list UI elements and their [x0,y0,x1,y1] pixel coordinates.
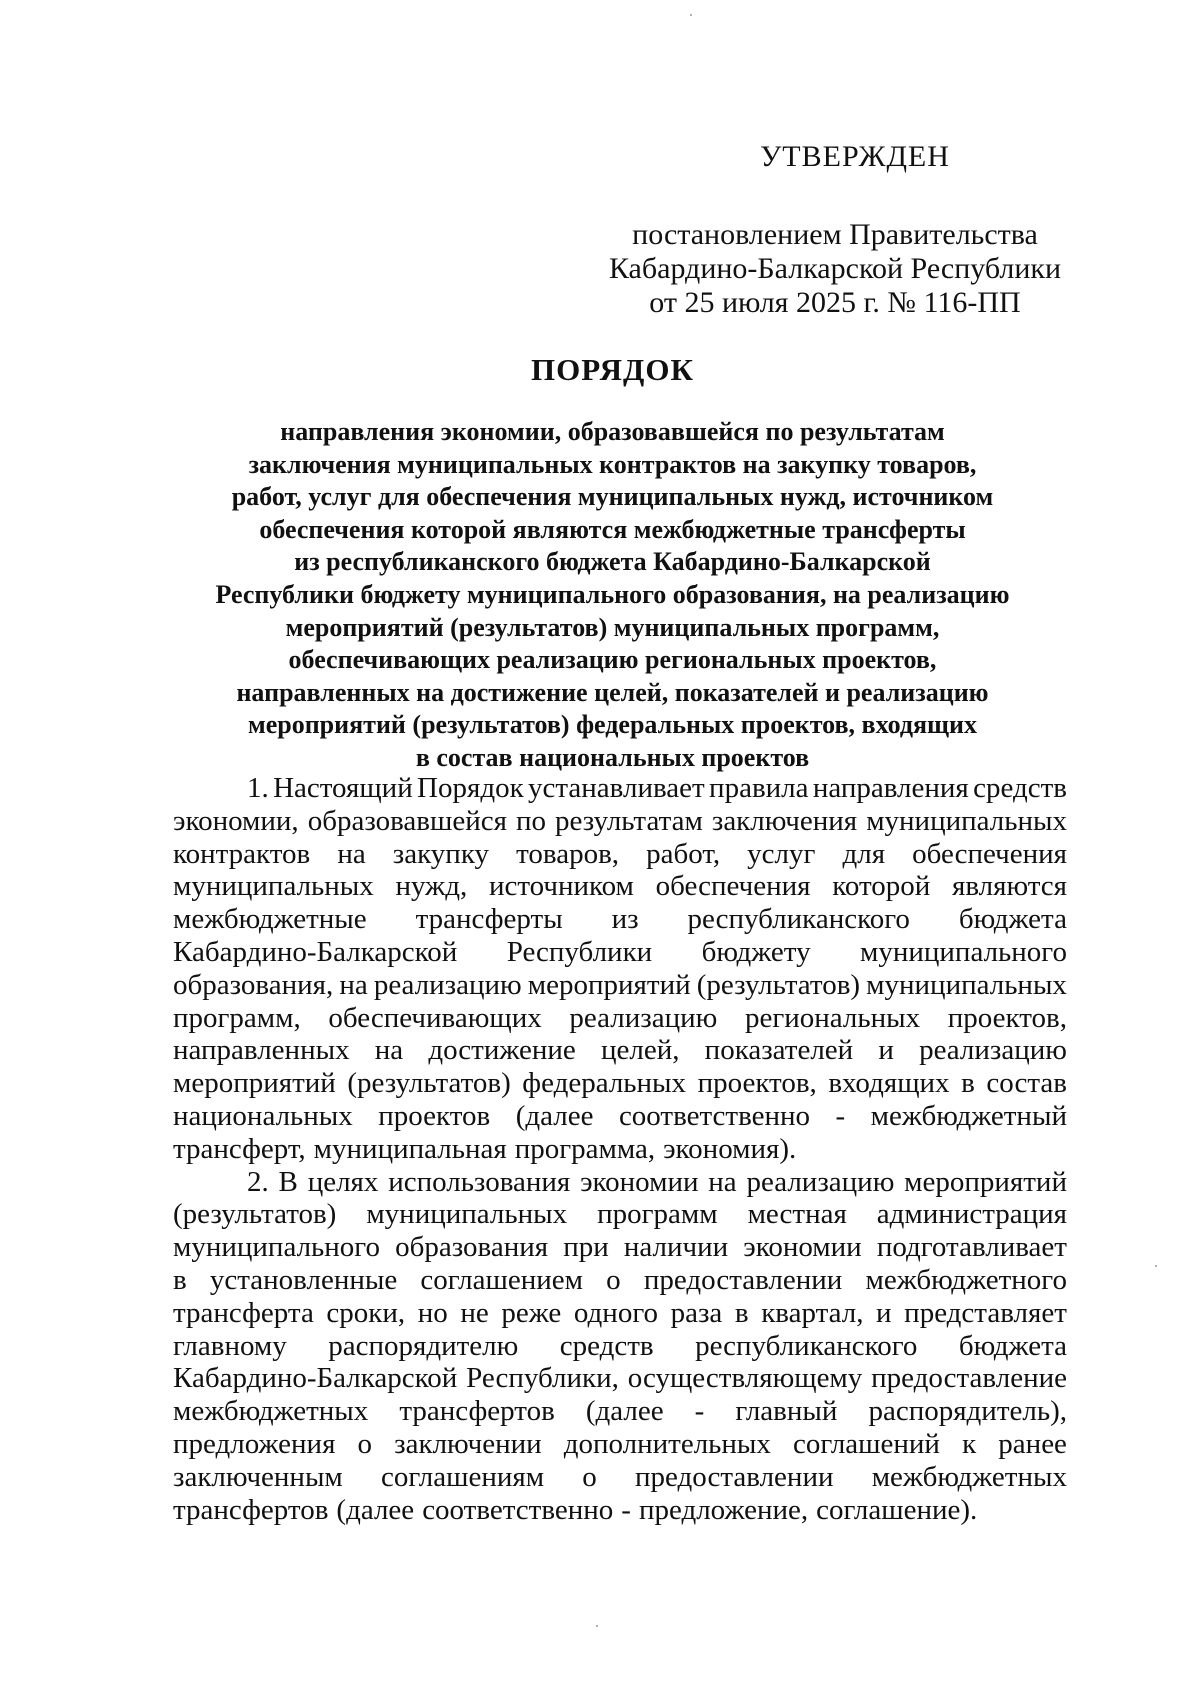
body-word: контрактов [173,837,311,870]
body-word: при [563,1231,609,1264]
body-word: бюджета [958,903,1067,936]
body-word: направления [812,772,969,804]
body-word: на [337,837,366,870]
body-line [173,1461,1067,1494]
body-word: Республики, [466,1362,619,1395]
subtitle-line: мероприятий (результатов) федеральных проектов, входящих [247,710,977,740]
body-word: услуг [747,837,816,870]
body-word: достижение [428,1034,576,1067]
body-word: (результатов) [347,1067,511,1100]
body-word: федеральных [522,1067,687,1100]
body-word: о [582,1460,597,1493]
body-word: реализацию [919,1034,1067,1067]
body-word: результатам [555,804,703,837]
body-word: показателей [704,1034,854,1067]
body-word: на [708,1165,737,1198]
body-line [173,805,1067,838]
document-title: ПОРЯДОК [531,352,694,387]
body-line [173,1330,1067,1363]
body-line [173,903,1067,936]
body-word: использования [388,1165,571,1198]
body-word: не [460,1296,489,1329]
body-word: целях [307,1165,379,1198]
body-word: заключении [394,1427,542,1460]
body-word: межбюджетных [871,1460,1067,1493]
body-line [173,870,1067,903]
body-word: реализацию [569,1001,718,1034]
body-word: квартал, [761,1296,864,1329]
body-word: о [357,1427,373,1460]
body-word: состав [986,1067,1067,1100]
body-line [173,1264,1067,1297]
approval-line: постановлением Правительства [632,218,1038,251]
body-word: соответственно [618,1099,811,1132]
body-word: экономии [580,1165,699,1198]
approval-line: Кабардино-Балкарской Республики [608,252,1062,285]
body-word: обеспечивающих [328,1001,542,1034]
body-word: муниципальных [866,968,1067,1001]
body-word: трансферта [173,1296,314,1329]
body-line [173,1166,1067,1199]
body-line [173,772,1067,805]
body-line [173,1034,1067,1067]
body-word: устанавливает [528,772,705,804]
document-body [173,772,1067,1526]
body-word: Кабардино-Балкарской [173,1362,458,1395]
body-word: главному [173,1329,287,1362]
body-line [173,1067,1067,1100]
approved-heading: УТВЕРЖДЕН [760,140,950,173]
body-word: образования [395,1231,549,1264]
body-word: заключения [711,804,858,837]
body-word: правила [709,772,809,804]
body-word: из [611,903,639,936]
body-word: экономии [743,1231,862,1264]
body-word: соглашением [420,1263,583,1296]
body-word: установленные [209,1263,398,1296]
body-word: соответственно [422,1493,614,1526]
scan-speck [690,14,692,16]
body-word: распорядитель), [868,1395,1067,1428]
body-word: нужд, [395,870,468,903]
body-word: товаров, [516,837,620,870]
body-word: проектов [378,1099,491,1132]
body-word: муниципального [860,935,1067,968]
body-word: раза [670,1296,723,1329]
paragraph-2 [173,1166,1067,1527]
subtitle-line: из республиканского бюджета Кабардино-Балкарской [294,547,931,577]
body-word: соглашение). [816,1493,978,1526]
body-word: проектов, [947,1001,1067,1034]
body-word: экономии, [173,804,299,837]
body-word: Настоящий [273,772,413,804]
body-word: республиканского [687,903,910,936]
body-word: источником [488,870,634,903]
body-word: сроки, [326,1296,406,1329]
document-subtitle [165,416,1060,775]
body-line [173,838,1067,871]
body-word: трансферты [415,903,563,936]
subtitle-line: направления экономии, образовавшейся по результатам [280,417,945,446]
body-line [173,936,1067,969]
body-word: работ, [646,837,721,870]
body-word: в [961,1067,975,1100]
subtitle-line: в состав национальных проектов [415,742,810,772]
approval-stamp-block [600,140,1070,320]
body-word: программ, [173,1001,301,1034]
body-word: Кабардино-Балкарской [173,935,458,968]
body-word: средств [973,772,1067,804]
body-word: бюджету [701,935,811,968]
body-word: муниципальных [866,804,1067,837]
body-word: трансфертов [399,1395,555,1428]
body-word: образовавшейся [307,804,507,837]
body-line [173,1231,1067,1264]
body-word: целей, [600,1034,680,1067]
body-word: бюджета [958,1329,1067,1362]
body-word: Порядок [417,772,524,804]
body-word: предоставлении [635,1460,834,1493]
body-word: по [515,804,546,837]
body-word: направленных [173,1034,350,1067]
body-word: (далее [515,1099,594,1132]
body-word: мероприятий [173,1067,336,1100]
scan-speck [596,1625,598,1627]
body-line [173,1133,1067,1166]
body-word: реализацию [746,1165,895,1198]
body-word: реже [501,1296,562,1329]
body-line [173,1494,1067,1527]
body-word: средств [559,1329,654,1362]
body-word: о [606,1263,621,1296]
body-word: соглашений [793,1427,940,1460]
subtitle-line: мероприятий (результатов) муниципальных программ, [285,612,940,642]
body-line [173,1100,1067,1133]
subtitle-line: обеспечения которой являются межбюджетные трансферты [259,514,966,544]
body-word: межбюджетного [865,1263,1067,1296]
body-word: для [842,837,886,870]
body-word: 1. [247,772,269,804]
scan-speck [1155,1265,1157,1267]
body-word: осуществляющему [627,1362,863,1395]
body-word: (результатов) [173,1198,337,1231]
body-word: (далее [585,1395,664,1428]
body-word: наличии [623,1231,729,1264]
body-word: и [878,1034,894,1067]
paragraph-1 [173,772,1067,1166]
body-word: входящих [828,1067,950,1100]
subtitle-line: Республики бюджету муниципального образования, на реализацию [215,579,1010,609]
body-word: предложение, [638,1493,809,1526]
body-word: межбюджетные [173,903,367,936]
body-word: ранее [998,1427,1067,1460]
approval-line: от 25 июля 2025 г. № 116-ПП [649,286,1021,319]
body-line [173,1198,1067,1231]
body-word: одного [573,1296,658,1329]
body-word: программ [597,1198,718,1231]
body-word: муниципального [173,1231,380,1264]
body-word: трансферт, [173,1132,306,1165]
document-title-block [165,352,1060,775]
body-word: Республики [506,935,653,968]
subtitle-line: обеспечивающих реализацию региональных проектов, [288,645,937,675]
body-word: - [835,1099,846,1132]
body-word: мероприятий [527,968,691,1001]
body-word: заключенным [173,1460,343,1493]
body-word: (результатов) [696,968,861,1001]
body-word: проектов, [697,1067,817,1100]
body-word: муниципальная [313,1132,507,1165]
body-line [173,1362,1067,1395]
subtitle-line: работ, услуг для обеспечения муниципальных нужд, источником [231,482,994,512]
body-word: республиканского [695,1329,918,1362]
body-word: реализацию [373,968,522,1001]
body-word: образования, [173,968,334,1001]
body-word: предоставлении [643,1263,843,1296]
body-word: местная [747,1198,847,1231]
body-word: на [374,1034,404,1067]
body-word: программа, [514,1132,656,1165]
subtitle-line: направленных на достижение целей, показателей и реализацию [236,677,989,707]
body-line [173,1428,1067,1461]
body-word: экономия). [663,1132,797,1165]
body-word: трансфертов [173,1493,329,1526]
body-word: межбюджетных [173,1395,369,1428]
body-word: обеспечения [655,870,811,903]
body-word: (далее [336,1493,415,1526]
body-word: мероприятий [904,1165,1067,1198]
body-word: являются [952,870,1067,903]
subtitle-line: заключения муниципальных контрактов на закупку товаров, [248,449,977,479]
body-word: - [621,1493,631,1526]
body-word: межбюджетный [870,1099,1067,1132]
body-word: соглашениям [381,1460,545,1493]
body-word: муниципальных [366,1198,568,1231]
body-word: национальных [173,1099,353,1132]
body-word: - [694,1395,705,1428]
body-word: администрация [876,1198,1067,1231]
body-word: представляет [904,1296,1067,1329]
body-word: В [278,1165,298,1198]
body-word: предоставление [871,1362,1067,1395]
body-line [173,1297,1067,1330]
body-word: которой [832,870,931,903]
body-word: главный [735,1395,838,1428]
body-word: закупку [392,837,490,870]
body-line [173,969,1067,1002]
body-word: 2. [247,1165,269,1198]
body-line [173,1002,1067,1035]
body-word: в [734,1296,749,1329]
body-word: предложения [173,1427,336,1460]
body-word: но [417,1296,448,1329]
body-word: обеспечения [912,837,1067,870]
body-line [173,1395,1067,1428]
body-word: региональных [744,1001,921,1034]
body-word: и [876,1296,892,1329]
body-word: подготавливает [876,1231,1067,1264]
body-word: на [339,968,368,1001]
body-word: в [173,1263,187,1296]
body-word: дополнительных [563,1427,771,1460]
body-word: к [962,1427,977,1460]
body-word: распорядителю [328,1329,519,1362]
body-word: муниципальных [173,870,374,903]
